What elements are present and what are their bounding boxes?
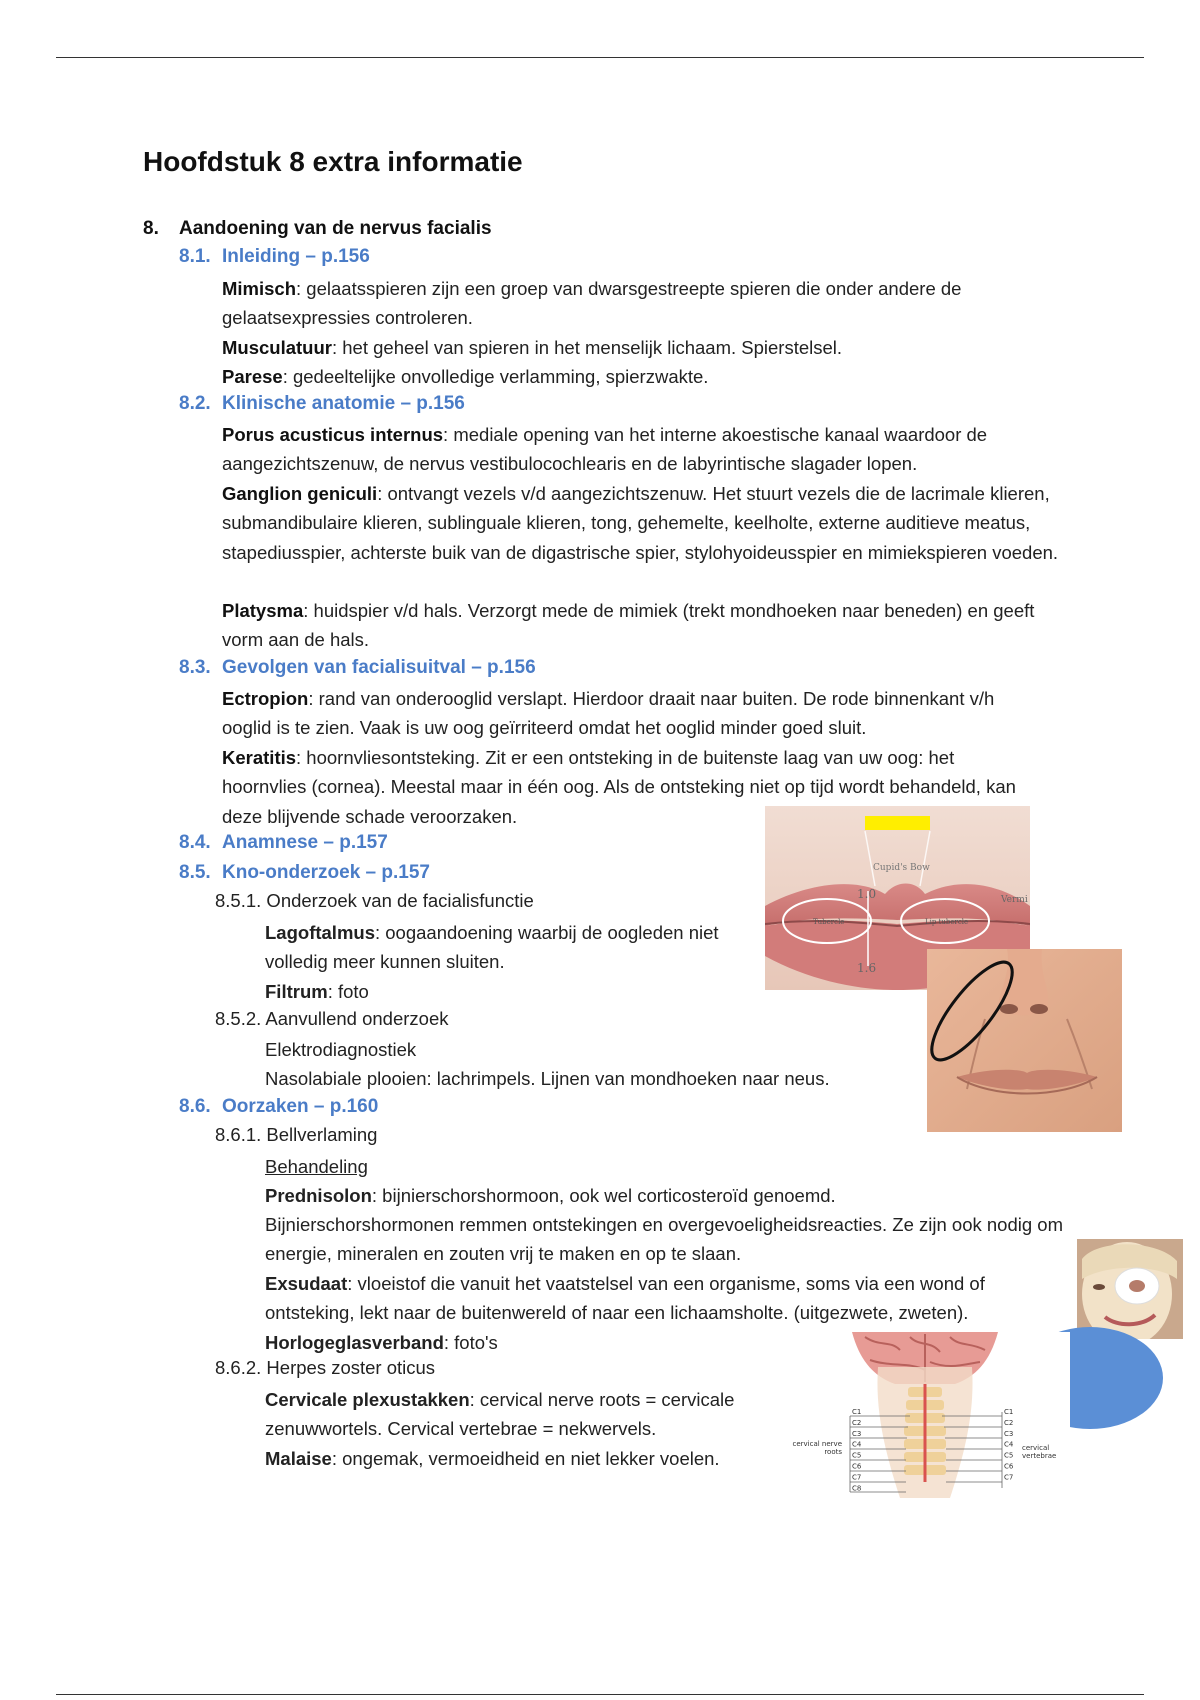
definition-cervicale (265, 1385, 785, 1444)
section-8-4-heading (179, 832, 388, 854)
definition-text: : ongemak, vermoeidheid en niet lekker voelen. (331, 1448, 720, 1469)
vermilion-label: Vermi (1001, 895, 1028, 905)
section-label: Oorzaken – p.160 (222, 1096, 379, 1117)
definition-lagoftalmus (265, 918, 735, 977)
vertebra-label-left: C4 (852, 1440, 862, 1449)
term: Exsudaat (265, 1273, 348, 1294)
face-photo-illustration (1077, 1239, 1183, 1339)
lip-tubercle-label: Lip tubercle (925, 918, 969, 926)
eye-patch-photo (1077, 1239, 1183, 1339)
section-number: 8.1. (179, 246, 211, 267)
subsection-8-5-1: 8.5.1. Onderzoek van de facialisfunctie (215, 890, 534, 911)
vertebra-label-right: C6 (1004, 1462, 1014, 1471)
term: Parese (222, 366, 283, 387)
page-title: Hoofdstuk 8 extra informatie (143, 146, 523, 177)
nasolabial-fold-image (927, 949, 1122, 1132)
vertebra-label-right: C5 (1004, 1451, 1014, 1460)
section-8-1-heading (179, 246, 370, 268)
section-number: 8.3. (179, 657, 211, 678)
cupids-bow-label: Cupid's Bow (873, 863, 930, 873)
vertebra-label-right: C3 (1004, 1429, 1014, 1438)
definition-platysma (222, 596, 1062, 655)
definition-horlogeglasverband (265, 1328, 498, 1357)
definition-text: : vloeistof die vanuit het vaatstelsel van een organisme, soms via een wond of ontsteking, lekt naar de buitenwereld of naar een lichaamsholte. (uitgezwete, zweten). (265, 1273, 985, 1324)
vertebra-label-left: C3 (852, 1429, 862, 1438)
bottom-rule (56, 1694, 1144, 1695)
term: Ganglion geniculi (222, 483, 378, 504)
section-8-6-heading (179, 1096, 378, 1118)
yellow-highlight (865, 816, 930, 830)
definition-text: : huidspier v/d hals. Verzorgt mede de mimiek (trekt mondhoeken naar beneden) en geeft vorm aan de hals. (222, 600, 1035, 651)
section-label: Inleiding – p.156 (222, 246, 370, 267)
chapter-label: Aandoening van de nervus facialis (179, 218, 492, 239)
definition-text: : foto (327, 981, 369, 1002)
term: Filtrum (265, 981, 328, 1002)
behandeling-heading: Behandeling (265, 1156, 368, 1177)
ratio-label-1: 1.0 (857, 887, 877, 901)
section-label: Anamnese – p.157 (222, 832, 388, 853)
vertebra-label-left: C1 (852, 1408, 862, 1416)
section-8-2-heading (179, 393, 465, 415)
definition-text: : gelaatsspieren zijn een groep van dwarsgestreepte spieren die onder andere de gelaatsexpressies controleren. (222, 278, 962, 329)
subsection-8-6-1: 8.6.1. Bellverlaming (215, 1124, 378, 1145)
definition-text: : rand van onderooglid verslapt. Hierdoor draait naar buiten. De rode binnenkant v/h ooglid is te zien. Vaak is uw oog geïrriteerd omdat het ooglid minder goed sluit. (222, 688, 995, 739)
section-8-5-heading (179, 862, 430, 884)
definition-text: : oogaandoening waarbij de oogleden niet volledig meer kunnen sluiten. (265, 922, 719, 973)
term: Horlogeglasverband (265, 1332, 444, 1353)
definition-text: : ontvangt vezels v/d aangezichtszenuw. Het stuurt vezels die de lacrimale klieren, submandibulaire klieren, sublinguale klieren, tong, gehemelte, keelholte, externe auditieve meatus, stapediusspier, achterste buik van de digastrische spier, stylohyoideusspier en mimiekspieren voeden. (222, 483, 1059, 563)
term: Mimisch (222, 278, 297, 299)
definition-ectropion (222, 684, 1042, 743)
definition-prednisolon (265, 1181, 836, 1210)
definition-malaise (265, 1444, 720, 1473)
spine-illustration (790, 1332, 1070, 1498)
subsection-8-5-2: 8.5.2. Aanvullend onderzoek (215, 1008, 449, 1029)
vertebra-label-left: C6 (852, 1462, 862, 1471)
cervical-spine-image (790, 1332, 1070, 1498)
definition-text: : cervical nerve roots = cervicale zenuwwortels. Cervical vertebrae = nekwervels. (265, 1389, 735, 1440)
definition-exsudaat (265, 1269, 1065, 1328)
section-number: 8.5. (179, 862, 211, 883)
vertebra-label-right: C7 (1004, 1473, 1014, 1482)
vertebra-label-left: C2 (852, 1418, 862, 1427)
tubercle-label: Tubercle (813, 918, 845, 926)
vertebra-label-left: C5 (852, 1451, 862, 1460)
definition-parese (222, 362, 1052, 391)
nasolabiale-text: Nasolabiale plooien: lachrimpels. Lijnen van mondhoeken naar neus. (265, 1068, 830, 1089)
section-8-3-heading (179, 657, 536, 679)
term: Platysma (222, 600, 304, 621)
chapter-number: 8. (143, 218, 159, 239)
definition-porus (222, 420, 1062, 479)
term: Prednisolon (265, 1185, 372, 1206)
right-c-labels (1004, 1408, 1014, 1481)
vertebra-label-right: C1 (1004, 1408, 1014, 1416)
section-label: Kno-onderzoek – p.157 (222, 862, 430, 883)
cervical-vertebrae-label: cervical vertebrae (1022, 1444, 1057, 1460)
cervical-nerve-roots-label: cervical nerve roots (792, 1440, 842, 1456)
vertebra-label-right: C2 (1004, 1418, 1014, 1427)
definition-text: : gedeeltelijke onvolledige verlamming, spierzwakte. (282, 366, 709, 387)
vertebra-label-right: C4 (1004, 1440, 1014, 1449)
definition-mimisch (222, 274, 1052, 333)
section-number: 8.2. (179, 393, 211, 414)
section-number: 8.4. (179, 832, 211, 853)
vertebra-label-left: C7 (852, 1473, 862, 1482)
term: Keratitis (222, 747, 297, 768)
elektrodiagnostiek-text: Elektrodiagnostiek (265, 1039, 417, 1060)
section-label: Gevolgen van facialisuitval – p.156 (222, 657, 536, 678)
section-number: 8.6. (179, 1096, 211, 1117)
definition-text: : het geheel van spieren in het menselijk lichaam. Spierstelsel. (331, 337, 843, 358)
top-rule (56, 57, 1144, 58)
face-illustration (927, 949, 1122, 1132)
term: Lagoftalmus (265, 922, 375, 943)
subsection-8-6-2: 8.6.2. Herpes zoster oticus (215, 1357, 436, 1378)
vertebra-label-left: C8 (852, 1484, 862, 1493)
definition-filtrum (265, 977, 369, 1006)
term: Musculatuur (222, 337, 332, 358)
term: Porus acusticus internus (222, 424, 444, 445)
bijnier-text: Bijnierschorshormonen remmen ontstekingen en overgevoeligheidsreacties. Ze zijn ook nodig om energie, mineralen en zouten vrij te maken en op te slaan. (265, 1214, 1063, 1265)
definition-text: : bijnierschorshormoon, ook wel corticosteroïd genoemd. (371, 1185, 836, 1206)
definition-musculatuur (222, 333, 1052, 362)
definition-ganglion (222, 479, 1062, 567)
term: Cervicale plexustakken (265, 1389, 470, 1410)
term: Ectropion (222, 688, 309, 709)
section-label: Klinische anatomie – p.156 (222, 393, 465, 414)
definition-text: : mediale opening van het interne akoestische kanaal waardoor de aangezichtszenuw, de nervus vestibulocochlearis en de labyrintische slagader lopen. (222, 424, 988, 475)
chapter-heading (143, 218, 492, 240)
ratio-label-2: 1.6 (857, 961, 877, 975)
term: Malaise (265, 1448, 332, 1469)
definition-text: : hoornvliesontsteking. Zit er een ontsteking in de buitenste laag van uw oog: het hoornvlies (cornea). Meestal maar in één oog. Als de ontsteking niet op tijd wordt behandeld, kan deze blijvende schade veroorzaken. (222, 747, 1016, 827)
definition-text: : foto's (443, 1332, 498, 1353)
